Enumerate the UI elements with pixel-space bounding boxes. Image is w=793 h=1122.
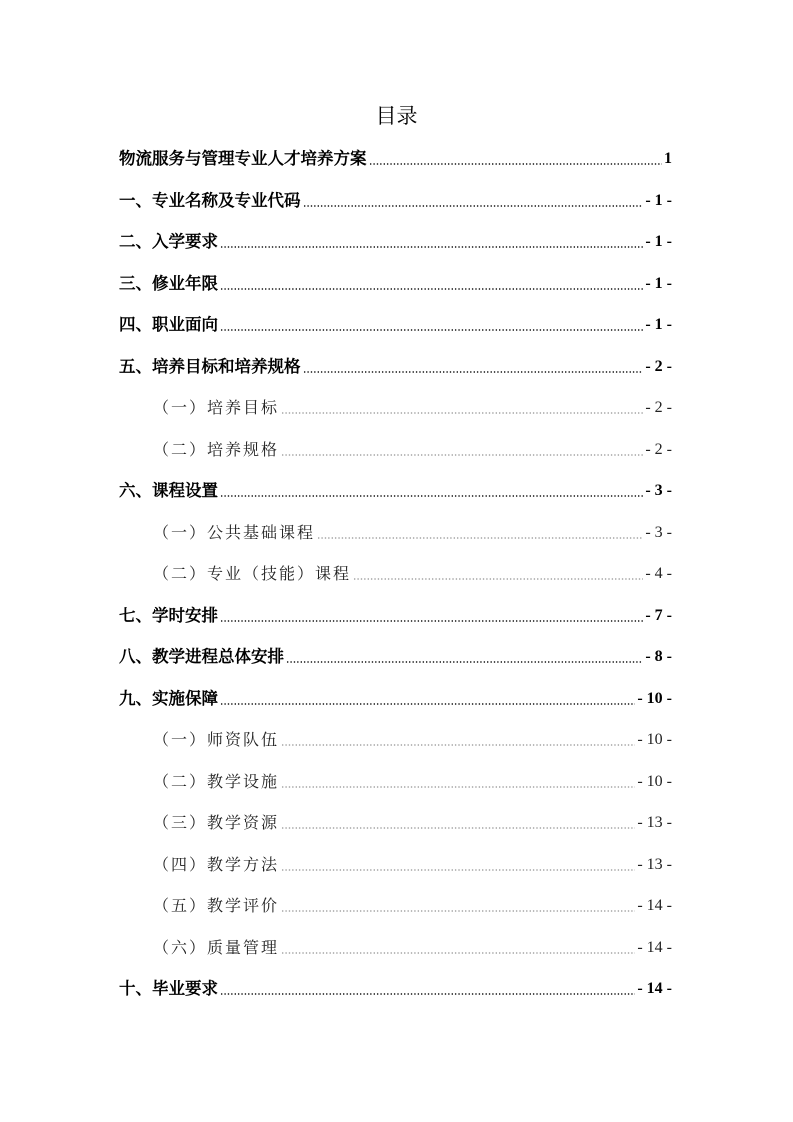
toc-entry-page-number: - 1 -	[645, 274, 672, 292]
toc-entry-section[interactable]	[153, 770, 672, 794]
toc-entry-page-number: - 2 -	[645, 399, 672, 416]
toc-dot-leader	[303, 205, 644, 207]
toc-entry-chapter[interactable]	[119, 189, 672, 213]
toc-entry-section[interactable]	[153, 894, 672, 918]
toc-entry-label: 七、学时安排	[119, 605, 218, 625]
toc-title: 目录	[375, 104, 418, 128]
toc-entry-page-number: - 14 -	[637, 938, 672, 956]
toc-dot-leader	[369, 163, 663, 165]
toc-entry-chapter[interactable]	[119, 604, 672, 628]
toc-entry-page-number: - 2 -	[645, 357, 672, 375]
toc-entry-page-number: - 1 -	[645, 191, 672, 209]
toc-dot-leader	[281, 827, 635, 829]
toc-entry-label: （一）培养目标	[153, 398, 280, 417]
toc-dot-leader	[220, 703, 635, 705]
toc-dot-leader	[220, 329, 643, 331]
toc-entry-chapter[interactable]	[119, 479, 672, 503]
toc-entry-label: 三、修业年限	[119, 273, 218, 293]
toc-entry-label: 十、毕业要求	[119, 979, 218, 998]
toc-entry-page-number: - 13 -	[637, 855, 672, 873]
toc-dot-leader	[303, 371, 644, 373]
toc-entry-chapter[interactable]	[119, 272, 672, 296]
toc-dot-leader	[281, 454, 643, 456]
toc-entry-page-number: - 14 -	[637, 980, 672, 997]
toc-entry-page-number: - 7 -	[645, 606, 672, 624]
toc-entry-chapter[interactable]	[119, 313, 672, 337]
toc-entry-page-number: - 4 -	[645, 565, 672, 582]
toc-dot-leader	[220, 620, 643, 622]
toc-entry-page-number: - 10 -	[637, 772, 672, 790]
toc-dot-leader	[281, 412, 643, 414]
toc-entry-section[interactable]	[153, 396, 672, 420]
toc-entry-section[interactable]	[153, 438, 672, 462]
toc-entry-label: （四）教学方法	[153, 854, 280, 874]
toc-entry-label: （二）培养规格	[153, 439, 280, 459]
toc-entry-page-number: - 1 -	[645, 233, 672, 250]
toc-dot-leader	[317, 537, 643, 539]
toc-entry-section[interactable]	[153, 521, 672, 545]
toc-entry-label: 六、课程设置	[119, 481, 218, 500]
toc-entry-chapter[interactable]	[119, 687, 672, 711]
toc-dot-leader	[220, 246, 643, 248]
toc-dot-leader	[281, 786, 635, 788]
toc-dot-leader	[281, 744, 635, 746]
toc-dot-leader	[286, 661, 643, 663]
toc-dot-leader	[220, 495, 643, 497]
toc-entry-page-number: - 14 -	[637, 897, 672, 914]
toc-entry-page-number: - 1 -	[645, 316, 672, 333]
toc-entry-page-number: - 3 -	[645, 523, 672, 541]
toc-entry-chapter[interactable]	[119, 977, 672, 1001]
toc-entry-label: （六）质量管理	[153, 937, 280, 957]
toc-dot-leader	[353, 578, 643, 580]
toc-entry-page-number: - 8 -	[645, 648, 672, 665]
toc-entry-label: 五、培养目标和培养规格	[119, 356, 301, 376]
toc-entry-page-number: - 3 -	[645, 482, 672, 499]
toc-entry-section[interactable]	[153, 562, 672, 586]
toc-entry-chapter[interactable]	[119, 355, 672, 379]
toc-entry-label: 物流服务与管理专业人才培养方案	[119, 149, 367, 168]
toc-entry-label: （二）教学设施	[153, 771, 280, 791]
toc-entry-page-number: 1	[664, 150, 672, 167]
toc-entry-page-number: - 10 -	[637, 731, 672, 748]
toc-entry-chapter[interactable]	[119, 230, 672, 254]
toc-entry-section[interactable]	[153, 811, 672, 835]
toc-entry-section[interactable]	[153, 936, 672, 960]
toc-entry-label: （五）教学评价	[153, 896, 280, 915]
toc-entry-label: 一、专业名称及专业代码	[119, 190, 301, 210]
toc-entry-chapter[interactable]	[119, 645, 672, 669]
toc-entry-section[interactable]	[153, 728, 672, 752]
toc-dot-leader	[281, 952, 635, 954]
toc-entry-section[interactable]	[153, 853, 672, 877]
toc-entry-label: （一）公共基础课程	[153, 522, 316, 542]
toc-dot-leader	[220, 288, 643, 290]
toc-entry-label: 四、职业面向	[119, 315, 218, 334]
toc-entry-label: 九、实施保障	[119, 688, 218, 708]
toc-entry-label: 二、入学要求	[119, 232, 218, 251]
toc-entry-page-number: - 13 -	[637, 814, 672, 831]
toc-entry-label: （二）专业（技能）课程	[153, 564, 352, 583]
toc-entry-label: （三）教学资源	[153, 813, 280, 832]
toc-dot-leader	[281, 910, 635, 912]
toc-entry-page-number: - 10 -	[637, 689, 672, 707]
toc-entry-label: 八、教学进程总体安排	[119, 647, 284, 666]
toc-entry-label: （一）师资队伍	[153, 730, 280, 749]
toc-dot-leader	[220, 993, 635, 995]
toc-entry-page-number: - 2 -	[645, 440, 672, 458]
toc-entry-chapter[interactable]	[119, 147, 672, 171]
toc-dot-leader	[281, 869, 635, 871]
